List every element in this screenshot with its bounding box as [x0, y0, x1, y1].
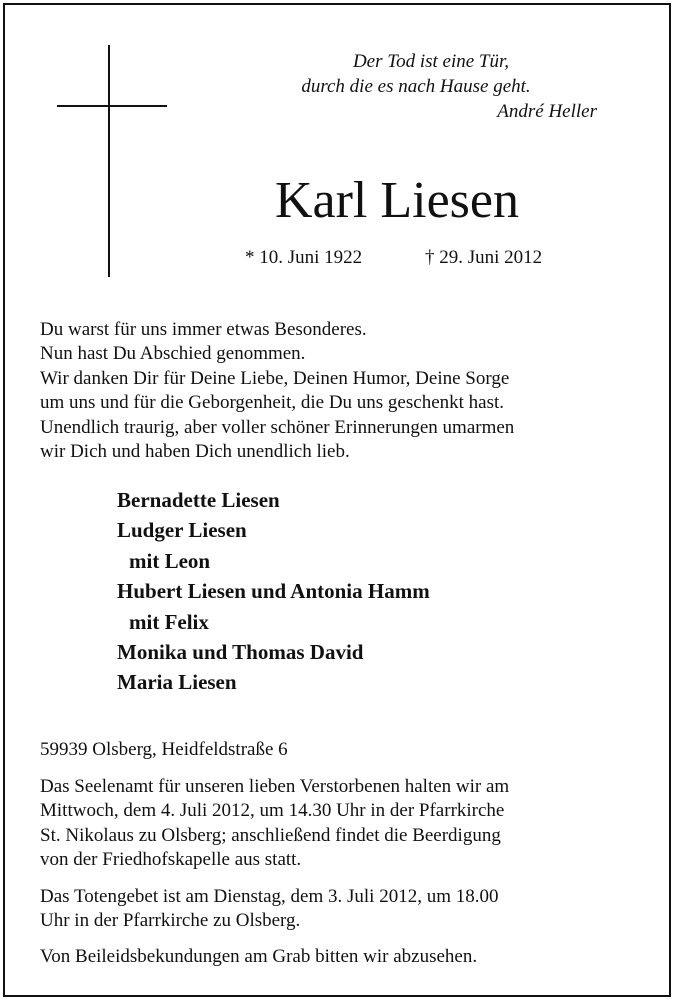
family-member: Ludger Liesen [117, 518, 247, 543]
prayer-line: Das Totengebet ist am Dienstag, dem 3. Juli 2012, um 18.00 [40, 886, 499, 907]
condolence-note: Von Beileidsbekundungen am Grab bitten wir abzusehen. [40, 946, 478, 967]
message-line: Du warst für uns immer etwas Besonderes. [40, 319, 367, 340]
prayer-line: Uhr in der Pfarrkirche zu Olsberg. [40, 910, 301, 932]
family-list [117, 485, 430, 698]
family-member: Monika und Thomas David [117, 640, 364, 665]
obituary-notice [3, 3, 671, 997]
family-member: Maria Liesen [117, 670, 237, 695]
service-line: Mittwoch, dem 4. Juli 2012, um 14.30 Uhr in der Pfarrkirche [40, 800, 505, 822]
message-line: um uns und für die Geborgenheit, die Du uns geschenkt hast. [40, 392, 505, 414]
quote-line: durch die es nach Hause geht. [301, 76, 531, 97]
message-line: Wir danken Dir für Deine Liebe, Deinen Humor, Deine Sorge [40, 367, 510, 389]
family-member: Bernadette Liesen [117, 488, 280, 512]
mourning-address: 59939 Olsberg, Heidfeldstraße 6 [40, 739, 288, 760]
quote-block [235, 49, 597, 124]
death-date: † 29. Juni 2012 [425, 247, 543, 268]
farewell-message [40, 318, 642, 464]
birth-date: * 10. Juni 1922 [245, 247, 363, 268]
deceased-name: Karl Liesen [274, 172, 519, 229]
service-line: Das Seelenamt für unseren lieben Verstorbenen halten wir am [40, 776, 510, 797]
cross-icon-vertical [108, 45, 110, 277]
quote-author: André Heller [497, 101, 597, 122]
family-member: mit Felix [129, 609, 209, 634]
message-line: Nun hast Du Abschied genommen. [40, 343, 306, 365]
service-line: von der Friedhofskapelle aus statt. [40, 849, 302, 871]
prayer-info [40, 885, 642, 934]
message-line: wir Dich und haben Dich unendlich lieb. [40, 441, 350, 463]
funeral-service-info [40, 775, 642, 873]
cross-icon-horizontal [57, 105, 167, 107]
message-line: Unendlich traurig, aber voller schöner Erinnerungen umarmen [40, 416, 515, 438]
family-member: Hubert Liesen und Antonia Hamm [117, 579, 430, 604]
quote-line: Der Tod ist eine Tür, [352, 51, 510, 72]
family-member: mit Leon [129, 548, 211, 573]
service-line: St. Nikolaus zu Olsberg; anschließend findet die Beerdigung [40, 824, 501, 846]
